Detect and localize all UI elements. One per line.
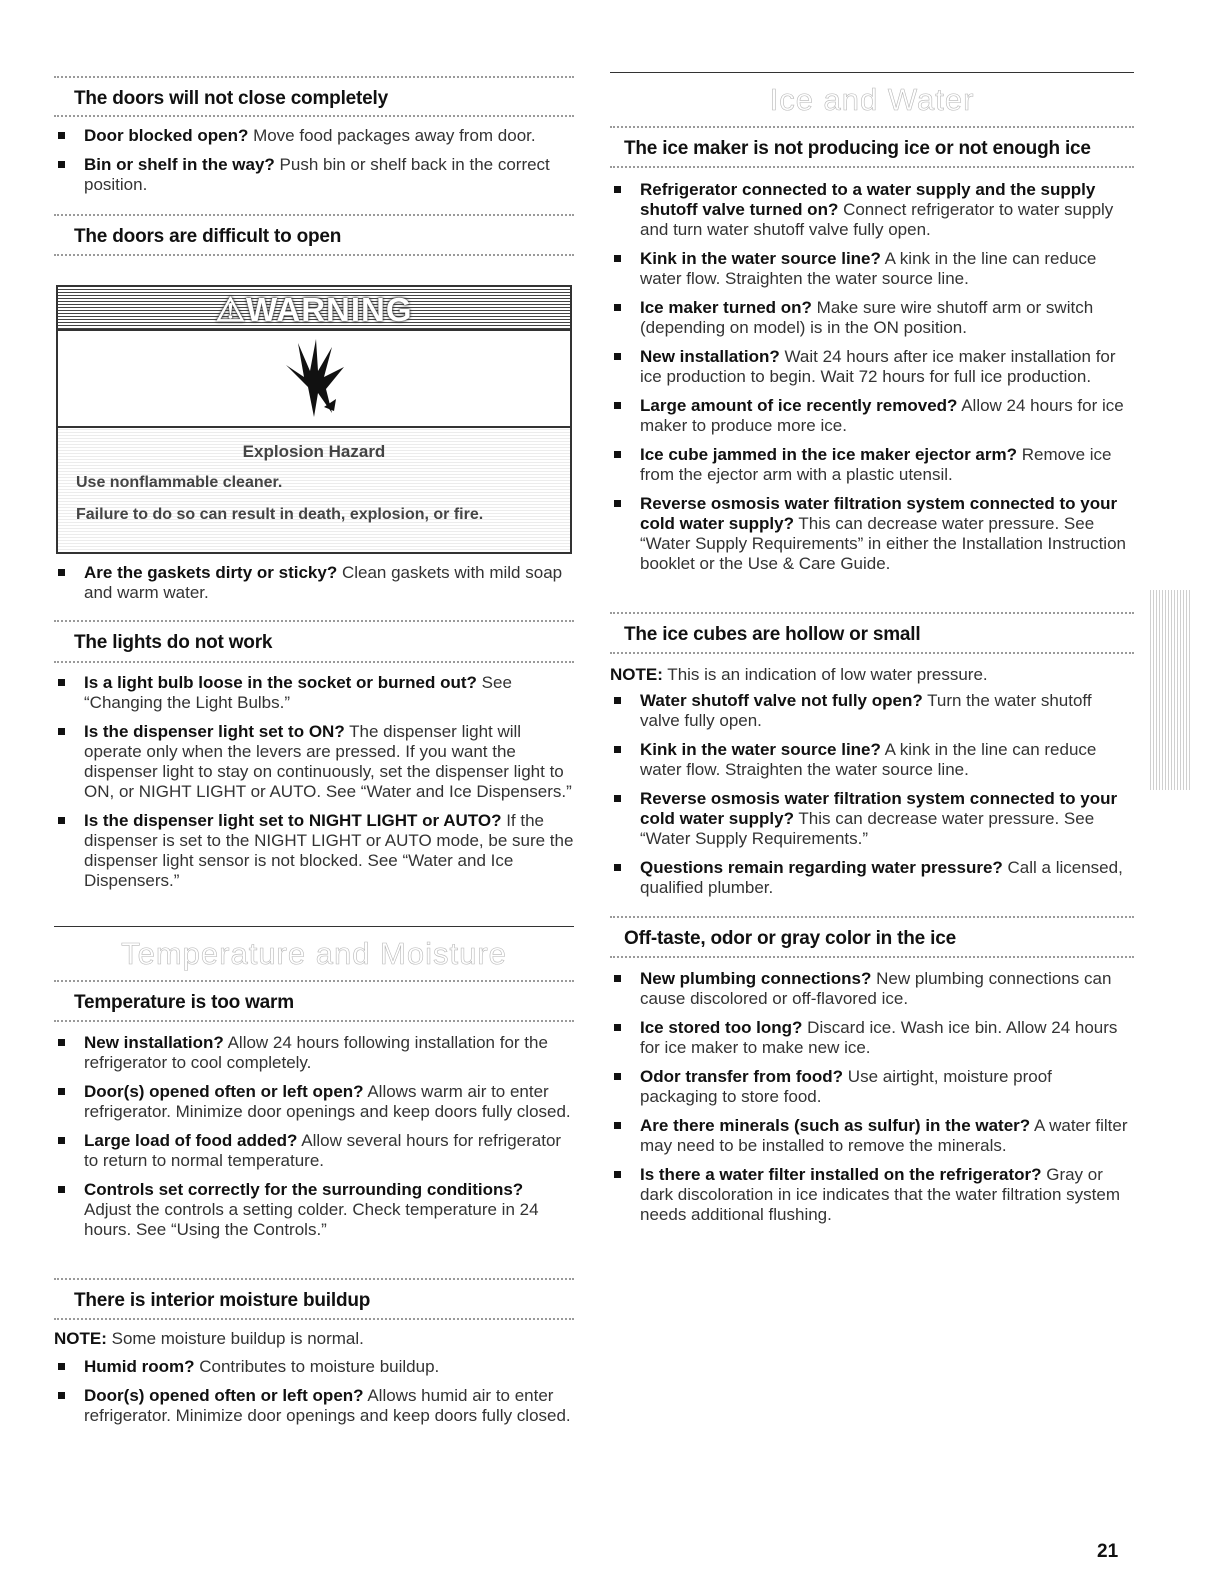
major-divider (54, 926, 574, 927)
list-item: Reverse osmosis water filtration system connected to your cold water supply? This can decrease water pressure. See “Water Supply Requirements.” (610, 789, 1134, 849)
divider (610, 956, 1134, 958)
item-list (610, 691, 1134, 907)
list-item: Ice maker turned on? Make sure wire shutoff arm or switch (depending on model) is in the ON position. (610, 298, 1134, 338)
section-header (54, 1284, 574, 1316)
item-list (54, 563, 574, 612)
section-title: The doors are difficult to open (74, 226, 342, 247)
note: NOTE: This is an indication of low water pressure. (610, 665, 988, 684)
list-item: Door(s) opened often or left open? Allows humid air to enter refrigerator. Minimize door openings and keep doors fully closed. (54, 1386, 574, 1426)
section-title: The lights do not work (74, 632, 273, 653)
divider (54, 661, 574, 663)
item-list (54, 1357, 574, 1435)
divider (610, 916, 1134, 918)
warning-header (58, 287, 570, 331)
list-item: Large amount of ice recently removed? Allow 24 hours for ice maker to produce more ice. (610, 396, 1134, 436)
item-list (610, 969, 1134, 1234)
section-title: The ice maker is not producing ice or not enough ice (624, 138, 1091, 159)
major-section-title: Ice and Water (769, 82, 975, 117)
divider (54, 254, 574, 256)
section-header (54, 626, 574, 658)
side-language-tab (1150, 590, 1190, 790)
list-item: Kink in the water source line? A kink in the line can reduce water flow. Straighten the water source line. (610, 249, 1134, 289)
item-list (54, 1033, 574, 1249)
item-list (610, 180, 1134, 583)
divider (610, 612, 1134, 614)
section-header (54, 986, 574, 1018)
divider (54, 620, 574, 622)
explosion-icon (278, 337, 348, 419)
warning-consequence: Failure to do so can result in death, explosion, or fire. (76, 506, 484, 523)
list-item: Is a light bulb loose in the socket or burned out? See “Changing the Light Bulbs.” (54, 673, 574, 713)
item-list (54, 126, 574, 204)
list-item: Door blocked open? Move food packages away from door. (54, 126, 574, 146)
list-item: New plumbing connections? New plumbing connections can cause discolored or off-flavored ice. (610, 969, 1134, 1009)
list-item: Large load of food added? Allow several hours for refrigerator to return to normal temperature. (54, 1131, 574, 1171)
section-title: The doors will not close completely (74, 88, 388, 109)
divider (54, 980, 574, 982)
section-title: There is interior moisture buildup (74, 1290, 371, 1311)
list-item: Humid room? Contributes to moisture buildup. (54, 1357, 574, 1377)
divider (54, 1318, 574, 1320)
list-item: Odor transfer from food? Use airtight, moisture proof packaging to store food. (610, 1067, 1134, 1107)
section-header (54, 220, 574, 252)
major-divider (610, 72, 1134, 73)
list-item: Water shutoff valve not fully open? Turn the water shutoff valve fully open. (610, 691, 1134, 731)
warning-icon-area (58, 331, 570, 428)
major-section-title: Temperature and Moisture (121, 936, 507, 971)
list-item: Refrigerator connected to a water supply and the supply shutoff valve turned on? Connect refrigerator to water supply and turn water shutoff valve fully open. (610, 180, 1134, 240)
section-title: Temperature is too warm (74, 992, 294, 1013)
warning-instruction: Use nonflammable cleaner. (76, 474, 283, 491)
divider (54, 115, 574, 117)
page-number: 21 (1097, 1541, 1119, 1562)
note: NOTE: Some moisture buildup is normal. (54, 1329, 364, 1348)
divider (54, 214, 574, 216)
list-item: Door(s) opened often or left open? Allows warm air to enter refrigerator. Minimize door openings and keep doors fully closed. (54, 1082, 574, 1122)
list-item: Is there a water filter installed on the refrigerator? Gray or dark discoloration in ice indicates that the water filtration system needs additional flushing. (610, 1165, 1134, 1225)
divider (54, 1278, 574, 1280)
list-item: Controls set correctly for the surrounding conditions? Adjust the controls a setting colder. Check temperature in 24 hours. See “Using the Controls.” (54, 1180, 574, 1240)
item-list (54, 673, 574, 900)
section-header (610, 618, 1134, 650)
section-header (54, 82, 574, 114)
list-item: Questions remain regarding water pressure? Call a licensed, qualified plumber. (610, 858, 1134, 898)
list-item: Bin or shelf in the way? Push bin or shelf back in the correct position. (54, 155, 574, 195)
divider (54, 76, 574, 78)
section-header (610, 132, 1134, 164)
warning-hazard-title: Explosion Hazard (242, 442, 386, 461)
list-item: New installation? Allow 24 hours following installation for the refrigerator to cool completely. (54, 1033, 574, 1073)
list-item: Reverse osmosis water filtration system connected to your cold water supply? This can decrease water pressure. See “Water Supply Requirements” in either the Installation Instruction booklet or the Use & Care Guide. (610, 494, 1134, 574)
list-item: Is the dispenser light set to ON? The dispenser light will operate only when the levers are pressed. If you want the dispenser light to stay on continuously, set the dispenser light to ON, or NIGHT LIGHT or AUTO. See “Water and Ice Dispensers.” (54, 722, 574, 802)
list-item: Are there minerals (such as sulfur) in the water? A water filter may need to be installed to remove the minerals. (610, 1116, 1134, 1156)
divider (610, 652, 1134, 654)
warning-box (56, 285, 572, 554)
section-title: Off-taste, odor or gray color in the ice (624, 928, 956, 949)
list-item: New installation? Wait 24 hours after ice maker installation for ice production to begin. Wait 72 hours for full ice production. (610, 347, 1134, 387)
list-item: Kink in the water source line? A kink in the line can reduce water flow. Straighten the water source line. (610, 740, 1134, 780)
list-item: Ice stored too long? Discard ice. Wash ice bin. Allow 24 hours for ice maker to make new ice. (610, 1018, 1134, 1058)
section-header (610, 922, 1134, 954)
list-item: Ice cube jammed in the ice maker ejector arm? Remove ice from the ejector arm with a plastic utensil. (610, 445, 1134, 485)
warning-label: ⚠WARNING (215, 291, 413, 328)
warning-body (58, 428, 570, 550)
divider (610, 126, 1134, 128)
section-title: The ice cubes are hollow or small (624, 624, 921, 645)
list-item: Is the dispenser light set to NIGHT LIGHT or AUTO? If the dispenser is set to the NIGHT LIGHT or AUTO mode, be sure the dispenser light sensor is not blocked. See “Water and Ice Dispensers.” (54, 811, 574, 891)
list-item: Are the gaskets dirty or sticky? Clean gaskets with mild soap and warm water. (54, 563, 574, 603)
divider (610, 166, 1134, 168)
divider (54, 1020, 574, 1022)
